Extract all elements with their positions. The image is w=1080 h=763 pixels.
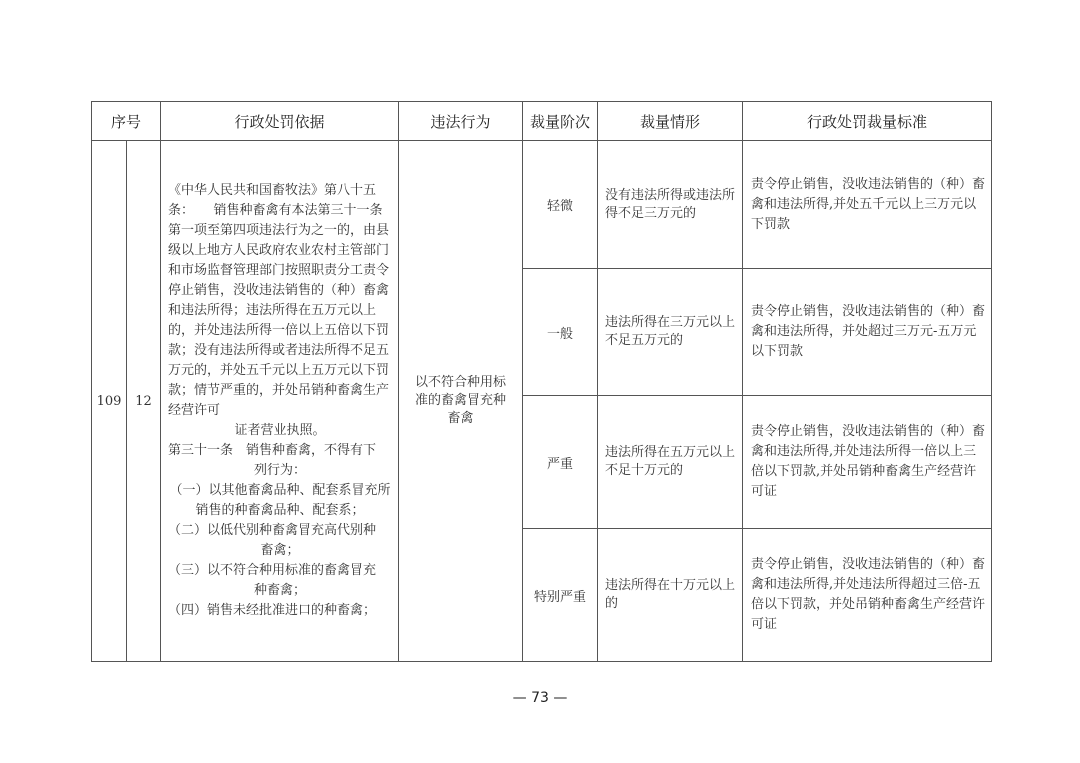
situation-cell: 违法所得在十万元以上的: [598, 529, 743, 662]
header-level: 裁量阶次: [523, 102, 598, 141]
level-cell: 一般: [523, 269, 598, 396]
level-cell: 严重: [523, 396, 598, 529]
header-situation: 裁量情形: [598, 102, 743, 141]
penalty-table: [91, 101, 992, 662]
standard-cell: 责令停止销售，没收违法销售的（种）畜禽和违法所得,并处五千元以上三万元以下罚款: [743, 141, 992, 269]
basis-text: 畜禽；: [260, 543, 300, 558]
situation-cell: 违法所得在三万元以上不足五万元的: [598, 269, 743, 396]
seq-number: 109: [92, 141, 127, 662]
basis-text: 列行为：: [254, 463, 307, 478]
header-act: 违法行为: [399, 102, 523, 141]
illegal-act: 以不符合种用标准的畜禽冒充种畜禽: [399, 141, 523, 662]
level-cell: 轻微: [523, 141, 598, 269]
header-row: [92, 102, 992, 141]
sub-number: 12: [127, 141, 161, 662]
header-seq: 序号: [92, 102, 161, 141]
standard-cell: 责令停止销售，没收违法销售的（种）畜禽和违法所得,并处违法所得超过三倍-五倍以下罚款，并处吊销种畜禽生产经营许可证: [743, 529, 992, 662]
basis-text: （四）销售未经批准进口的种畜禽；: [168, 603, 377, 618]
header-basis: 行政处罚依据: [161, 102, 399, 141]
basis-text: 《中华人民共和国畜牧法》第八十五条： 销售种畜禽有本法第三十一条第一项至第四项违法行为之一的，由县级以上地方人民政府农业农村主管部门和市场监督管理部门按照职责分工责令停止销售，没收违法销售的（种）畜禽和违法所得；违法所得在五万元以上的，并处违法所得一倍以上五倍以下罚款；没有违法所得或者违法所得不足五万元的，并处五千元以上五万元以下罚款；情节严重的，并处吊销种畜禽生产经营许可: [168, 183, 390, 418]
basis-text: （一）以其他畜禽品种、配套系冒充所销售的种畜禽品种、配套系；: [169, 483, 391, 518]
standard-cell: 责令停止销售，没收违法销售的（种）畜禽和违法所得,并处违法所得一倍以上三倍以下罚款,并处吊销种畜禽生产经营许可证: [743, 396, 992, 529]
basis-text: 种畜禽；: [254, 583, 307, 598]
basis-text: 第三十一条 销售种畜禽，不得有下: [168, 443, 377, 458]
situation-cell: 违法所得在五万元以上不足十万元的: [598, 396, 743, 529]
level-cell: 特别严重: [523, 529, 598, 662]
basis-text: （三）以不符合种用标准的畜禽冒充: [168, 563, 377, 578]
standard-cell: 责令停止销售，没收违法销售的（种）畜禽和违法所得，并处超过三万元-五万元以下罚款: [743, 269, 992, 396]
header-standard: 行政处罚裁量标准: [743, 102, 992, 141]
basis-text: 证者营业执照。: [234, 423, 326, 438]
basis-text: （二）以低代别种畜禽冒充高代别种: [168, 523, 377, 538]
table-row: [92, 141, 992, 269]
situation-cell: 没有违法所得或违法所得不足三万元的: [598, 141, 743, 269]
penalty-basis: [161, 141, 399, 662]
page-number: — 73 —: [512, 690, 568, 706]
